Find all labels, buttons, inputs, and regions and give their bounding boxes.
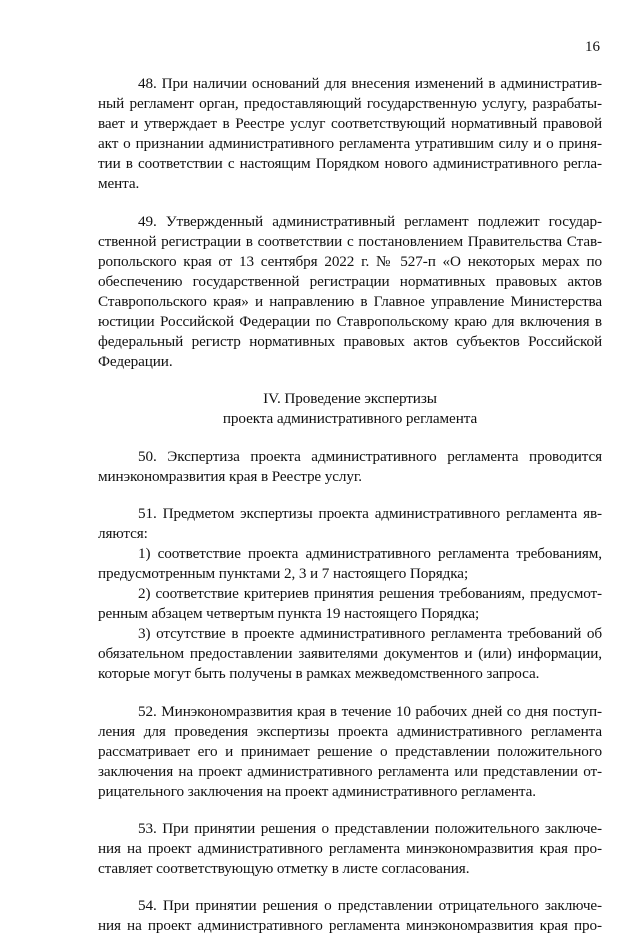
text-line: Ставропольского края» и направлению в Главное управление Министерства: [98, 292, 602, 310]
text-line: заключения на проект административного регламента или представлении от-: [98, 762, 602, 780]
text-line: ственной регистрации в соответствии с постановлением Правительства Став-: [98, 232, 602, 250]
paragraph-53: [98, 819, 602, 879]
text-line: рассматривает его и принимает решение о представлении положительного: [98, 742, 602, 760]
page-number: 16: [585, 39, 600, 55]
text-line: ренным абзацем четвертым пункта 19 настоящего Порядка;: [98, 605, 480, 623]
text-line: ставляет соответствующую отметку в листе согласования.: [98, 860, 470, 878]
paragraph-51: [98, 504, 602, 544]
section-title-line: IV. Проведение экспертизы: [263, 390, 437, 408]
text-line: 49. Утвержденный административный регламент подлежит государ-: [138, 212, 602, 230]
paragraph-48: [98, 74, 602, 195]
paragraph-54: [98, 896, 602, 936]
text-line: тии в соответствии с настоящим Порядком нового административного регла-: [98, 155, 602, 173]
text-line: предусмотренным пунктами 2, 3 и 7 настоящего Порядка;: [98, 564, 469, 582]
text-line: Федерации.: [98, 353, 173, 371]
document-body: [98, 74, 602, 936]
paragraph-51-item-1: [98, 544, 602, 584]
text-line: ния на проект административного регламента минэкономразвития края про-: [98, 840, 602, 858]
paragraph-49: [98, 212, 602, 373]
text-line: 2) соответствие критериев принятия решения требованиям, предусмот-: [138, 585, 602, 603]
text-line: 48. При наличии оснований для внесения изменений в административ-: [138, 75, 602, 92]
text-line: вает и утверждает в Реестре услуг соответствующий нормативный правовой: [98, 115, 602, 133]
text-line: мента.: [98, 175, 140, 193]
text-line: ления для проведения экспертизы проекта административного регламента: [98, 722, 602, 740]
text-line: 53. При принятии решения о представлении положительного заключе-: [138, 820, 602, 837]
text-line: рицательного заключения на проект административного регламента.: [98, 782, 536, 800]
text-line: 51. Предметом экспертизы проекта административного регламента яв-: [138, 504, 602, 522]
text-line: 50. Экспертиза проекта административного регламента проводится: [138, 447, 602, 465]
text-line: минэкономразвития края в Реестре услуг.: [98, 467, 362, 485]
text-line: обязательном предоставлении заявителями документов и (или) информации,: [98, 645, 602, 663]
text-line: юстиции Российской Федерации по Ставропольскому краю для включения в: [98, 313, 602, 331]
text-line: 54. При принятии решения о представлении отрицательного заключе-: [138, 897, 602, 915]
text-line: акт о признании административного регламента утратившим силу и о приня-: [98, 135, 602, 153]
text-line: ропольского края от 13 сентября 2022 г. № 527-п «О некоторых мерах по: [98, 252, 602, 270]
section-title-line: проекта административного регламента: [222, 410, 478, 428]
paragraph-52: [98, 702, 602, 802]
text-line: ный регламент орган, предоставляющий государственную услугу, разрабаты-: [98, 95, 602, 113]
paragraph-51-item-3: [98, 624, 602, 684]
paragraph-51-item-2: [98, 584, 602, 624]
text-line: федеральный регистр нормативных правовых актов субъектов Российской: [98, 333, 602, 351]
text-line: обеспечению государственной регистрации нормативных правовых актов: [98, 272, 602, 290]
text-line: ния на проект административного регламента минэкономразвития края про-: [98, 917, 602, 935]
text-line: которые могут быть получены в рамках межведомственного запроса.: [98, 665, 540, 683]
section-heading: [98, 389, 602, 429]
text-line: 52. Минэкономразвития края в течение 10 рабочих дней со дня поступ-: [138, 702, 602, 720]
text-line: 1) соответствие проекта административного регламента требованиям,: [138, 544, 602, 562]
text-line: ляются:: [98, 524, 148, 542]
text-line: 3) отсутствие в проекте административного регламента требований об: [138, 625, 602, 643]
paragraph-50: [98, 447, 602, 487]
